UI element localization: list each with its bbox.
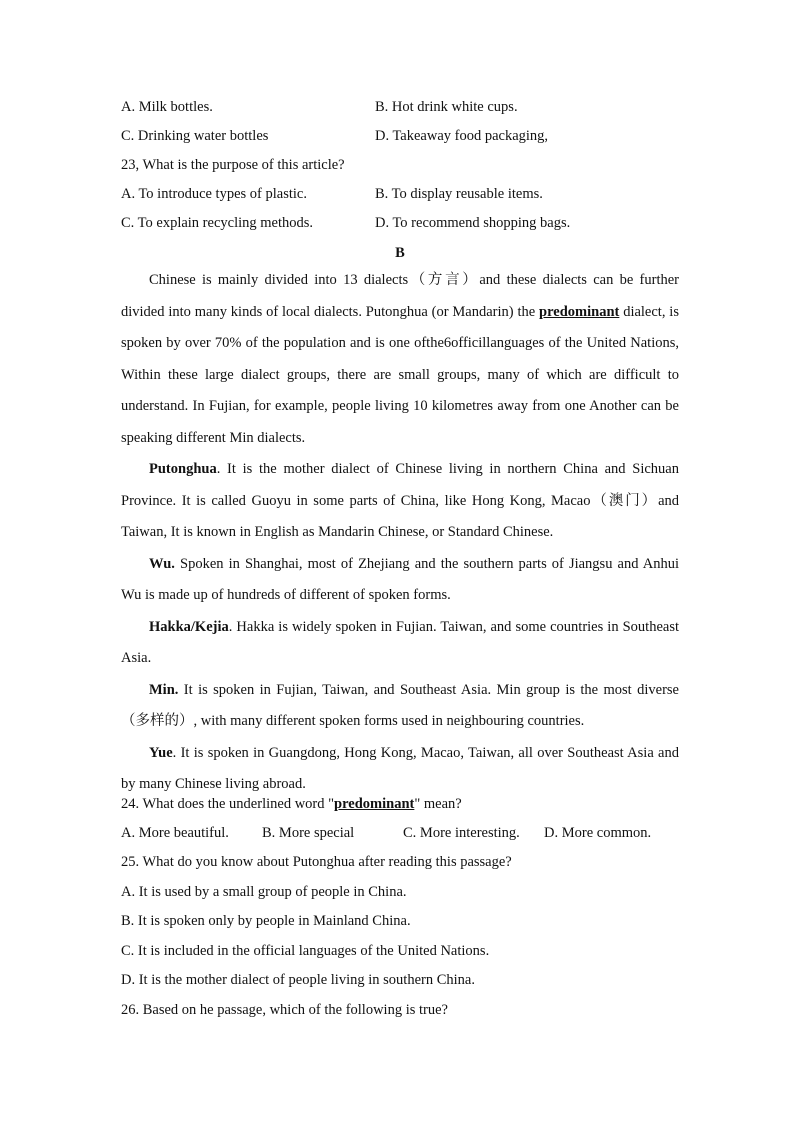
q22-option-d: D. Takeaway food packaging,: [375, 128, 549, 144]
q24-question: 24. What does the underlined word "predominant" mean?: [121, 796, 462, 812]
q22-options-row-1: [121, 97, 518, 117]
passage-paragraph-wu: Wu. Spoken in Shanghai, most of Zhejiang and the southern parts of Jiangsu and Anhui Wu is made up of hundreds of different of spoken forms.: [121, 555, 679, 603]
q22-options-row-2: [121, 126, 549, 146]
q24-underlined-word: predominant: [334, 796, 415, 812]
section-heading: B: [395, 245, 405, 261]
passage-paragraph-hakka: Hakka/Kejia. Hakka is widely spoken in Fujian. Taiwan, and some countries in Southeast Asia.: [121, 618, 679, 666]
term-putonghua: Putonghua: [149, 461, 217, 477]
q23-question: 23, What is the purpose of this article?: [121, 157, 345, 173]
q23-options-row-1: [121, 184, 543, 204]
q23-option-a: A. To introduce types of plastic.: [121, 186, 307, 202]
q25-option-c: C. It is included in the official languages of the United Nations.: [121, 943, 490, 959]
term-wu: Wu.: [149, 555, 175, 572]
q23-options-row-2: [121, 213, 571, 233]
q22-option-c: C. Drinking water bottles: [121, 128, 269, 144]
passage-paragraph-min: Min. It is spoken in Fujian, Taiwan, and Southeast Asia. Min group is the most diverse（多样的）, with many different spoken forms used in neighbouring countries.: [121, 681, 679, 729]
passage: [121, 265, 679, 801]
q24-options-row: [121, 823, 679, 843]
q25-option-d: D. It is the mother dialect of people living in southern China.: [121, 972, 475, 988]
passage-paragraph-putonghua: Putonghua. It is the mother dialect of Chinese living in northern China and Sichuan Province. It is called Guoyu in some parts of China, like Hong Kong, Macao（澳门）and Taiwan, It is known in English as Mandarin Chinese, or Standard Chinese.: [121, 461, 679, 540]
passage-paragraph-yue: Yue. It is spoken in Guangdong, Hong Kong, Macao, Taiwan, all over Southeast Asia and by many Chinese living abroad.: [121, 744, 679, 792]
q24-option-a: A. More beautiful.: [121, 825, 229, 841]
q25-option-b: B. It is spoken only by people in Mainland China.: [121, 913, 411, 929]
term-min: Min.: [149, 681, 179, 698]
q26-question: 26. Based on he passage, which of the following is true?: [121, 1002, 448, 1018]
q24-option-d: D. More common.: [544, 825, 652, 841]
term-hakka: Hakka/Kejia: [149, 618, 229, 635]
q23-option-d: D. To recommend shopping bags.: [375, 215, 571, 231]
q23-option-c: C. To explain recycling methods.: [121, 215, 314, 231]
q25-option-a: A. It is used by a small group of people in China.: [121, 884, 407, 900]
q22-option-a: A. Milk bottles.: [121, 99, 213, 115]
q23-option-b: B. To display reusable items.: [375, 186, 543, 202]
q25-question: 25. What do you know about Putonghua after reading this passage?: [121, 854, 512, 870]
q22-option-b: B. Hot drink white cups.: [375, 99, 518, 115]
underlined-word: predominant: [539, 303, 620, 320]
passage-paragraph-intro: Chinese is mainly divided into 13 dialects（方言）and these dialects can be further divided into many kinds of local dialects. Putonghua (or Mandarin) the predominant dialect, is spoken by over 70% of the population and is one ofthe6officillanguages of the United Nations, Within these large dialect groups, there are small groups, many of which are difficult to understand. In Fujian, for example, people living 10 kilometres away from one Another can be speaking different Min dialects.: [121, 272, 679, 446]
term-yue: Yue: [149, 744, 173, 761]
q24-option-c: C. More interesting.: [403, 825, 520, 841]
q24-option-b: B. More special: [262, 825, 355, 841]
